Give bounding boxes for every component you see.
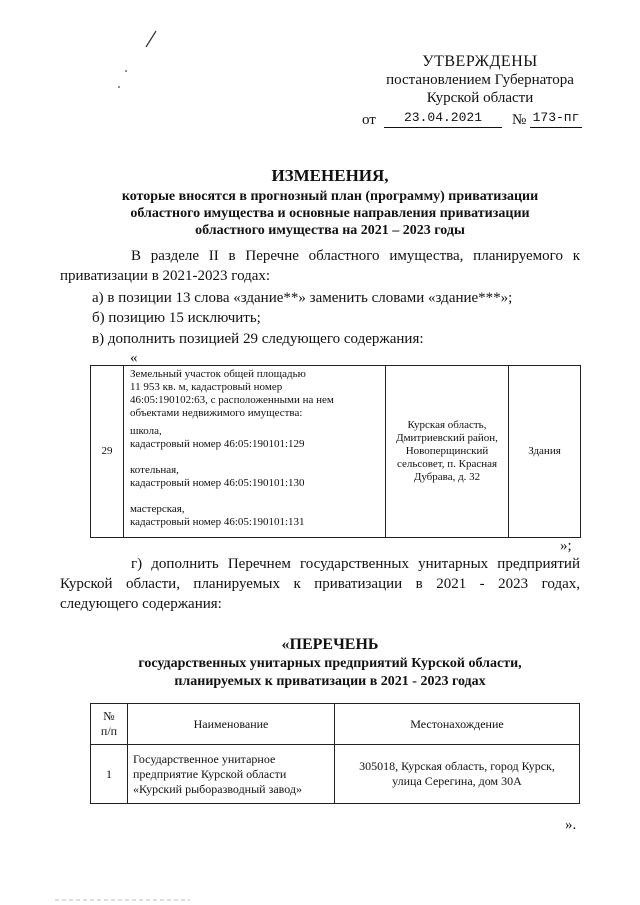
header-number: № п/п: [91, 704, 128, 745]
list-title: «ПЕРЕЧЕНЬ: [281, 636, 379, 653]
number-prefix: №: [512, 112, 527, 128]
closing-quote: ».: [565, 817, 577, 833]
row-location: 305018, Курская область, город Курск, улица Серегина, дом 30А: [335, 745, 580, 804]
position-number: 29: [91, 366, 124, 538]
position-type: Здания: [509, 366, 581, 538]
item-g: г) дополнить Перечнем государственных унитарных предприятий Курской области, планируемых к приватизации в 2021 - 2023 годах, следующего содержания:: [60, 556, 580, 612]
table-row: [91, 745, 580, 804]
approval-line-1: постановлением Губернатора: [386, 72, 574, 88]
document-subtitle: которые вносятся в прогнозный план (программу) приватизации областного имущества и основные направления приватизации областного имущества на 2021 – 2023 годы: [121, 189, 539, 238]
approval-date: 23.04.2021: [384, 109, 502, 128]
document-title: ИЗМЕНЕНИЯ,: [271, 166, 389, 185]
item-b: б) позицию 15 исключить;: [92, 310, 261, 326]
approval-number: 173-пг: [530, 109, 582, 128]
approval-block: [360, 53, 600, 129]
item-a: а) в позиции 13 слова «здание**» заменить словами «здание***»;: [92, 290, 513, 306]
table-header-row: [91, 704, 580, 745]
enterprise-table: [90, 703, 580, 804]
position-location: Курская область, Дмитриевский район, Новоперщинский сельсовет, п. Красная Дубрава, д. 32: [386, 366, 509, 538]
approval-heading: УТВЕРЖДЕНЫ: [422, 53, 538, 70]
list-subtitle: государственных унитарных предприятий Курской области, планируемых к приватизации в 2021 - 2023 годах: [138, 656, 522, 689]
position-description: Земельный участок общей площадью 11 953 кв. м, кадастровый номер 46:05:190102:63, с расположенными на нем объектами недвижимого имущества: школа, кадастровый номер 46:05:190101:129 котельная, кадастровый номер 46:05:190101:130 мастерская, кадастровый номер 46:05:190101:131: [124, 366, 386, 538]
table-row: [91, 366, 581, 538]
approval-date-row: [360, 107, 600, 129]
close-quote: »;: [560, 538, 572, 554]
date-prefix: от: [362, 112, 376, 128]
position-table: [90, 365, 581, 538]
intro-paragraph: В разделе II в Перечне областного имущества, планируемого к приватизации в 2021-2023 годах:: [60, 248, 580, 284]
row-number: 1: [91, 745, 128, 804]
item-c: в) дополнить позицией 29 следующего содержания:: [92, 331, 424, 347]
header-name: Наименование: [128, 704, 335, 745]
open-quote: «: [130, 350, 138, 366]
row-name: Государственное унитарное предприятие Курской области «Курский рыборазводный завод»: [128, 745, 335, 804]
header-location: Местонахождение: [335, 704, 580, 745]
approval-line-2: Курской области: [426, 90, 534, 106]
